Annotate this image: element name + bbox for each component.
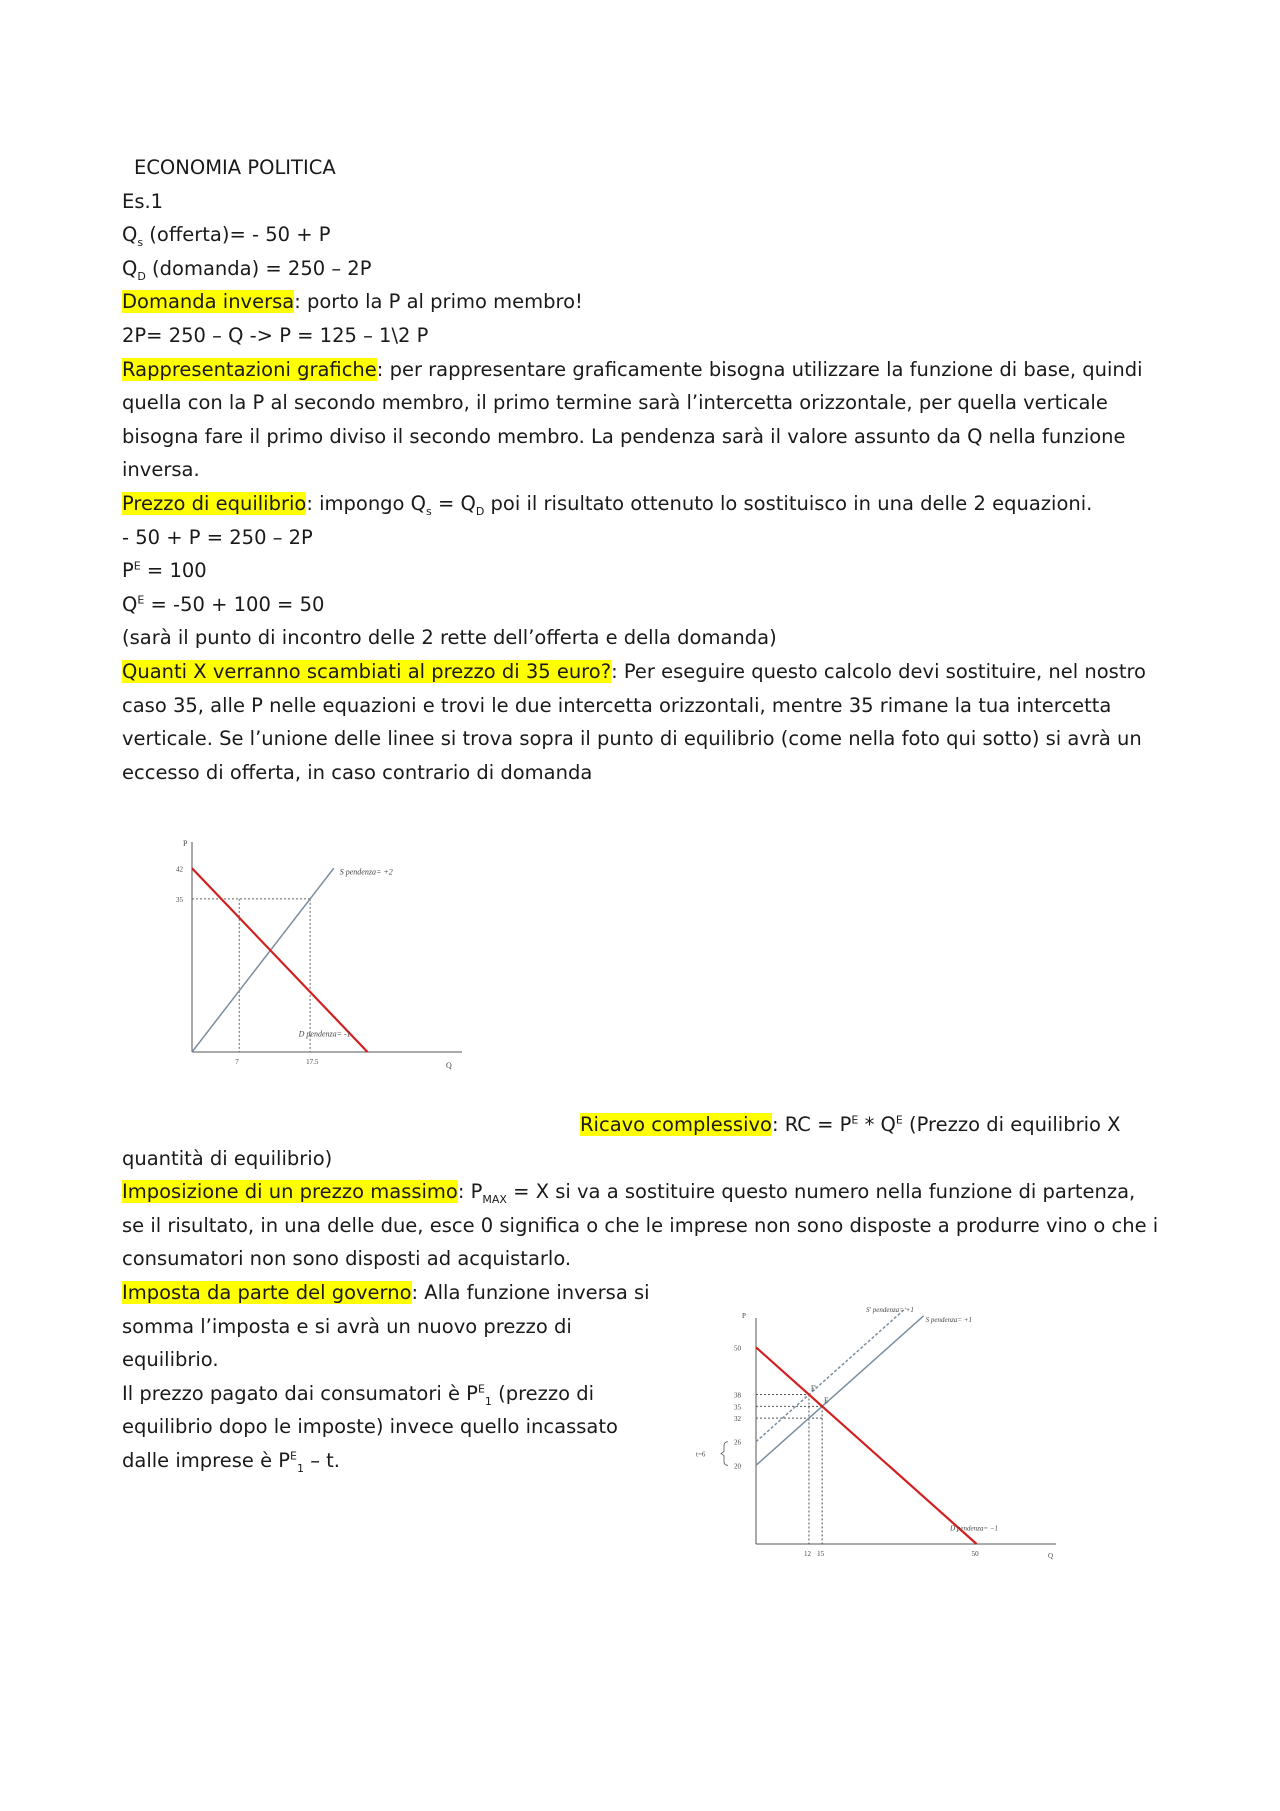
x-axis-label: Q: [446, 1061, 452, 1070]
tax-brace: [721, 1442, 728, 1466]
x-tick-label: 12: [803, 1550, 811, 1558]
y-tick-label: 35: [176, 895, 183, 904]
equilibrium-equation: - 50 + P = 250 – 2P: [122, 525, 313, 549]
x-tick-label: 15: [817, 1550, 825, 1558]
total-revenue-line: Ricavo complessivo: RC = $P^E * Q^E$ (Prezzo di equilibrio X: [580, 1113, 1121, 1136]
y-tick-label: 26: [734, 1438, 741, 1447]
intersection-note: (sarà il punto di incontro delle 2 rette dell’offerta e della domanda): [122, 626, 777, 650]
x-axis-label: Q: [1048, 1552, 1054, 1560]
series-line-s-prime: [756, 1308, 906, 1442]
series-line-s: [756, 1316, 924, 1465]
exercise-label: Es.1: [122, 189, 164, 213]
tax-chart-2: [690, 1300, 1070, 1560]
supply-equation: $Q_s$ (offerta)= - 50 + P: [122, 223, 331, 250]
chart-1-svg: [170, 830, 470, 1080]
series-label-s: S pendenza= +1: [925, 1315, 973, 1324]
tax-paragraph: Imposta da parte del governo: Alla funzione inversa si somma l’imposta e si avrà un nuovo prezzo di equilibrio.: [122, 1281, 650, 1372]
x-tick-label: 7: [235, 1058, 239, 1066]
y-tick-label: 38: [734, 1391, 741, 1400]
tax-label: t=6: [696, 1450, 706, 1459]
series-label-s: S pendenza= +2: [339, 867, 393, 877]
tax-paragraph-block: [122, 1276, 662, 1478]
quantity-at-35-paragraph: Quanti X verranno scambiati al prezzo di 35 euro?: Per eseguire questo calcolo devi sostituire, nel nostro caso 35, alle P nelle equazioni e trovi le due intercetta orizzontali, mentre 35 rimane la tua intercetta verticale. Se l’unione delle linee si trova sopra il punto di equilibrio (come nella foto qui sotto) si avrà un eccesso di offerta, in caso contrario di domanda: [122, 659, 1146, 784]
series-line-d: [756, 1347, 977, 1544]
x-tick-label: 50: [971, 1550, 979, 1558]
document-title: ECONOMIA POLITICA: [134, 156, 336, 179]
equilibrium-point-label: E': [810, 1384, 817, 1393]
y-tick-label: 35: [734, 1403, 741, 1412]
graphic-representation-paragraph: Rappresentazioni grafiche: per rappresentare graficamente bisogna utilizzare la funzione di base, quindi quella con la P al secondo membro, il primo termine sarà l’intercetta orizzontale, per quella verticale bisogna fare il primo diviso il secondo membro. La pendenza sarà il valore assunto da Q nella funzione inversa.: [122, 357, 1143, 482]
series-label-s-prime: S' pendenza= +1: [866, 1306, 914, 1314]
chart-2-svg: [690, 1300, 1070, 1560]
tax-prices-paragraph: Il prezzo pagato dai consumatori è $P^E_1$ (prezzo di equilibrio dopo le imposte) invece quello incassato dalle imprese è $P^E_1$ – t.: [122, 1381, 618, 1475]
equilibrium-price-value: $P^E = 100$: [122, 559, 207, 583]
x-tick-label: 17.5: [306, 1058, 319, 1066]
series-label-d: D pendenza= −1: [950, 1524, 999, 1533]
series-line-d: [192, 868, 368, 1052]
y-tick-label: 32: [734, 1415, 741, 1424]
series-label-d: D pendenza= -1: [298, 1029, 351, 1039]
total-revenue-continuation: quantità di equilibrio): [122, 1146, 333, 1170]
document-body: [122, 151, 1162, 789]
demand-equation: $Q_D$ (domanda) = 250 – 2P: [122, 256, 372, 283]
inverse-demand-heading: Domanda inversa: porto la P al primo membro!: [122, 290, 583, 314]
equilibrium-quantity-value: $Q^E = -50 + 100 = 50$: [122, 592, 325, 616]
equilibrium-price-paragraph: Prezzo di equilibrio: impongo $Q_s = Q_D$ poi il risultato ottenuto lo sostituisco in una delle 2 equazioni.: [122, 491, 1093, 518]
series-line-s: [192, 868, 334, 1052]
max-price-paragraph: Imposizione di un prezzo massimo: $P_{MAX} = X$ si va a sostituire questo numero nella funzione di partenza, se il risultato, in una delle due, esce 0 significa o che le imprese non sono disposte a produrre vino o che i consumatori non sono disposti ad acquistarlo.: [122, 1180, 1159, 1271]
y-axis-label: P: [183, 839, 188, 848]
y-axis-label: P: [742, 1312, 746, 1320]
supply-demand-chart-1: [170, 830, 470, 1080]
y-tick-label: 20: [734, 1462, 741, 1471]
y-tick-label: 42: [176, 865, 183, 874]
document-body-2: [122, 1108, 1162, 1276]
inverse-demand-equation: 2P= 250 – Q -> P = 125 – 1\2 P: [122, 323, 429, 347]
equilibrium-point-label: E: [824, 1396, 829, 1405]
y-tick-label: 50: [734, 1344, 741, 1353]
